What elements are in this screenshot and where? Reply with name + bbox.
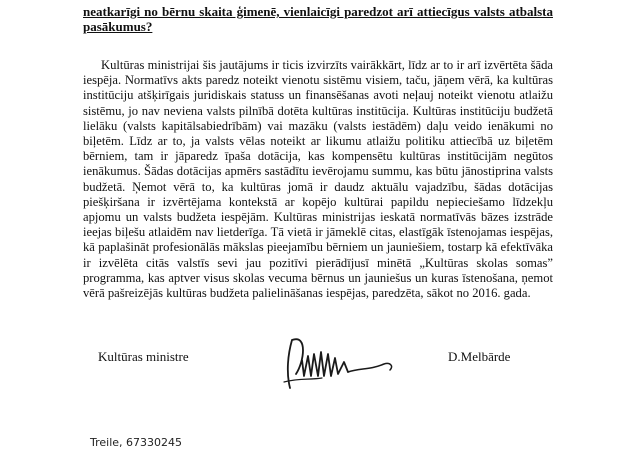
handwritten-signature: [278, 332, 398, 394]
signer-name: D.Melbārde: [448, 349, 511, 364]
contact-line: Treile, 67330245: [90, 436, 183, 449]
signature-block: [0, 332, 630, 402]
question-text: neatkarīgi no bērnu skaita ģimenē, vienlaicīgi paredzot arī attiecīgus valsts atbalsta pasākumus?: [83, 4, 553, 34]
answer-paragraph: Kultūras ministrijai šis jautājums ir ticis izvirzīts vairākkārt, līdz ar to ir arī izvērtēta šāda iespēja. Normatīvs akts paredz noteikt vienotu sistēmu visiem, taču, jāņem vērā, ka kultūras institūciju atšķirīgais juridiskais statuss un finansēšanas avoti neļauj noteikt vienotu atlaižu sistēmu, jo nav neviena valsts pilnībā dotēta kultūras institūcija. Kultūras institūciju budžetā lielāku (valsts kapitālsabiedrībām) vai mazāku (valsts iestādēm) daļu veido ienākumi no biļetēm. Līdz ar to, ja valsts vēlas noteikt ar likumu atlaižu politiku attiecībā uz biļetēm bērniem, tam ir jāparedz īpaša dotācija, kas kompensētu kultūras institūcijām negūtos ienākumus. Šādas dotācijas apmērs sastādītu ievērojamu summu, kas būtu jānostiprina valsts budžetā. Ņemot vērā to, ka kultūras jomā ir daudz aktuālu vajadzību, šādas dotācijas piešķiršana ir izvērtējama kontekstā ar kopējo kultūrai papildu nepieciešamo līdzekļu apjomu un valsts budžeta iespējām. Kultūras ministrijas ieskatā normatīvās bāzes izstrāde ieejas biļešu atlaidēm nav lietderīga. Tā vietā ir jāmeklē citas, elastīgāk īstenojamas iespējas, kā paplašināt profesionālās mākslas pieejamību bērniem un jauniešiem, tostarp kā efektīvāka ir izvēlēta citās valstīs sevi jau pozitīvi pierādījusī minētā „Kultūras skolas somas” programma, kas aptver visus skolas vecuma bērnus un jauniešus un kuras īstenošana, ņemot vērā pašreizējās kultūras budžeta palielināšanas iespējas, paredzēta, sākot no 2016. gada.: [83, 58, 553, 301]
signer-title: Kultūras ministre: [98, 349, 189, 364]
